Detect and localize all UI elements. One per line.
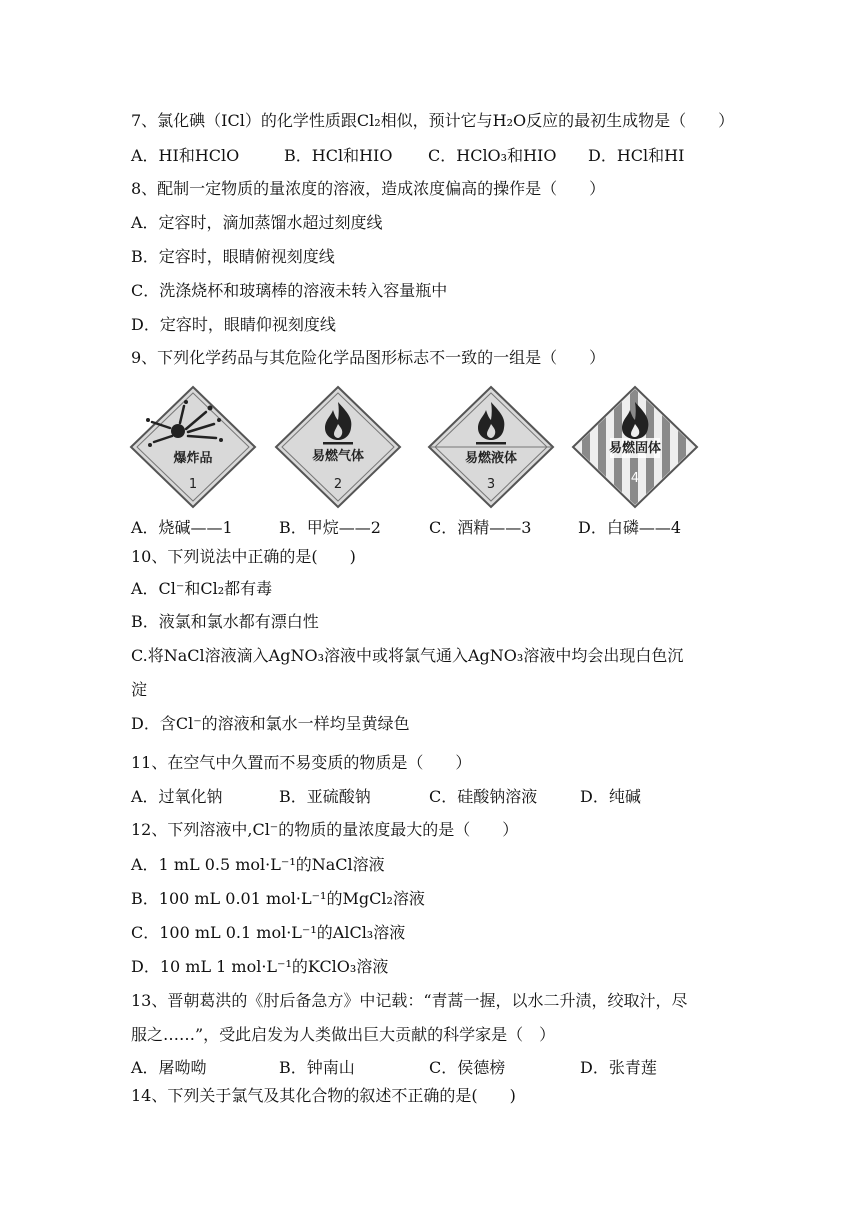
- sign-num-3: 3: [486, 477, 496, 492]
- q10-option-b: B．液氯和氯水都有漂白性: [131, 612, 319, 631]
- q8-option-d: D．定容时，眼睛仰视刻度线: [131, 315, 336, 334]
- q14-stem: 14、下列关于氯气及其化合物的叙述不正确的是( ): [131, 1086, 516, 1105]
- flame-icon: [570, 384, 700, 510]
- q9-option-c: C．酒精——3: [429, 518, 532, 537]
- q10-stem: 10、下列说法中正确的是( ): [131, 547, 356, 566]
- q9-options: [131, 517, 731, 539]
- q7-option-d: D．HCl和HI: [588, 146, 685, 165]
- sign-label-1: 爆炸品: [173, 451, 213, 466]
- hazard-signs: [128, 384, 698, 510]
- sign-label-4: 易燃固体: [608, 441, 662, 456]
- q12-option-d: D．10 mL 1 mol·L⁻¹的KClO₃溶液: [131, 957, 389, 976]
- q13-stem-line2: 服之……”，受此启发为人类做出巨大贡献的科学家是（ ）: [131, 1025, 556, 1044]
- q13-stem-line1: 13、晋朝葛洪的《肘后备急方》中记载：“青蒿一握，以水二升渍，绞取汁，尽: [131, 991, 688, 1010]
- sign-num-1: 1: [188, 477, 198, 492]
- q13-option-b: B．钟南山: [279, 1058, 355, 1077]
- q11-option-a: A．过氧化钠: [131, 787, 223, 806]
- q11-option-c: C．硅酸钠溶液: [429, 787, 538, 806]
- hazard-sign-flammable-solid: [570, 384, 700, 510]
- hazard-sign-flammable-liquid: [426, 384, 556, 510]
- hazard-sign-explosive: [128, 384, 258, 510]
- q11-option-d: D．纯碱: [580, 787, 641, 806]
- sign-num-4: 4: [630, 471, 640, 486]
- q9-stem: 9、下列化学药品与其危险化学品图形标志不一致的一组是（ ）: [131, 348, 606, 367]
- q10-option-a: A．Cl⁻和Cl₂都有毒: [131, 579, 273, 598]
- q8-option-c: C．洗涤烧杯和玻璃棒的溶液未转入容量瓶中: [131, 281, 448, 300]
- q11-options: [131, 786, 731, 808]
- q12-stem: 12、下列溶液中,Cl⁻的物质的量浓度最大的是（ ）: [131, 820, 519, 839]
- flame-icon: [426, 384, 556, 510]
- q10-option-c: C.将NaCl溶液滴入AgNO₃溶液中或将氯气通入AgNO₃溶液中均会出现白色沉: [131, 646, 684, 665]
- q7-stem: 7、氯化碘（ICl）的化学性质跟Cl₂相似，预计它与H₂O反应的最初生成物是（ ）: [131, 111, 735, 130]
- q11-stem: 11、在空气中久置而不易变质的物质是（ ）: [131, 753, 472, 772]
- q12-option-b: B．100 mL 0.01 mol·L⁻¹的MgCl₂溶液: [131, 889, 425, 908]
- q9-option-a: A．烧碱——1: [131, 518, 233, 537]
- q10-option-d: D．含Cl⁻的溶液和氯水一样均呈黄绿色: [131, 714, 410, 733]
- q9-option-d: D．白磷——4: [578, 518, 682, 537]
- q7-option-b: B．HCl和HIO: [284, 146, 393, 165]
- q12-option-a: A．1 mL 0.5 mol·L⁻¹的NaCl溶液: [131, 855, 385, 874]
- q8-option-a: A．定容时，滴加蒸馏水超过刻度线: [131, 213, 383, 232]
- q7-option-c: C．HClO₃和HIO: [428, 146, 557, 165]
- q13-options: [131, 1057, 731, 1079]
- q9-option-b: B．甲烷——2: [279, 518, 381, 537]
- explosion-icon: [128, 384, 258, 510]
- flame-icon: [273, 384, 403, 510]
- q11-option-b: B．亚硫酸钠: [279, 787, 371, 806]
- q7-options: [131, 145, 731, 167]
- sign-label-3: 易燃液体: [464, 451, 518, 466]
- hazard-sign-flammable-gas: [273, 384, 403, 510]
- q12-option-c: C．100 mL 0.1 mol·L⁻¹的AlCl₃溶液: [131, 923, 406, 942]
- q10-option-c-cont: 淀: [131, 680, 148, 699]
- q13-option-d: D．张青莲: [580, 1058, 657, 1077]
- q8-stem: 8、配制一定物质的量浓度的溶液，造成浓度偏高的操作是（ ）: [131, 179, 606, 198]
- q7-option-a: A．HI和HClO: [131, 146, 240, 165]
- sign-num-2: 2: [333, 477, 343, 492]
- q13-option-c: C．侯德榜: [429, 1058, 506, 1077]
- sign-label-2: 易燃气体: [311, 449, 365, 464]
- q13-option-a: A．屠呦呦: [131, 1058, 207, 1077]
- q8-option-b: B．定容时，眼睛俯视刻度线: [131, 247, 335, 266]
